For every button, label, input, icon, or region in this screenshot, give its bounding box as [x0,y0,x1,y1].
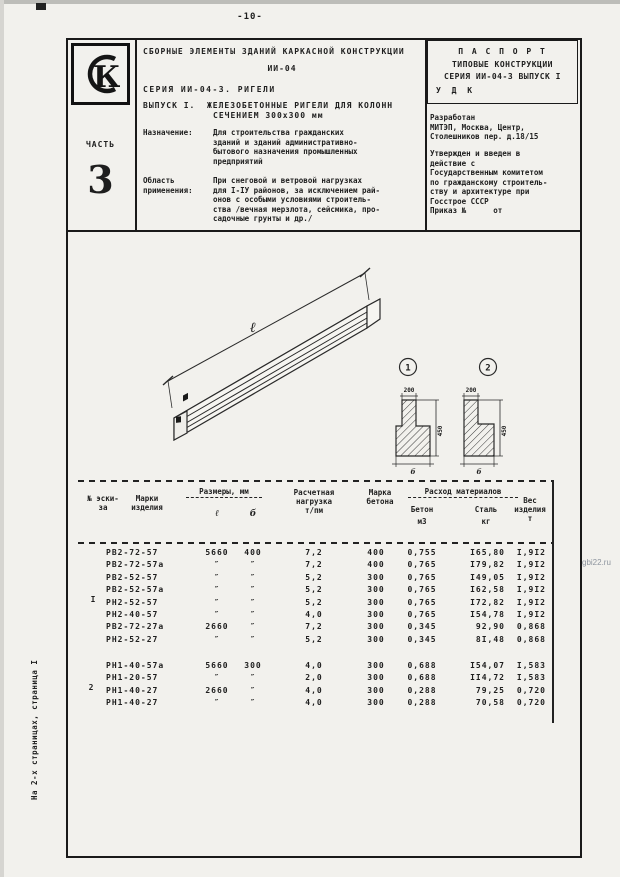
table-row [78,621,553,633]
scan-edge-top [0,0,620,4]
approval-line: Приказ № от [430,206,503,215]
cell-steel: 92,90 [475,622,505,632]
approval-line: Государственным комитетом [430,168,543,177]
col-header-materials: Расход материалов [408,487,518,498]
cell-load: 7,2 [305,548,323,557]
cell-mark: РВ2-72-57а [106,560,165,570]
cell-b: 400 [244,548,262,557]
table-rule-header [78,542,553,544]
cell-steel: I65,80 [470,548,505,557]
approval-line: действие с [430,158,476,168]
cell-steel: I54,78 [470,609,505,619]
cell-steel: 8I,48 [475,634,505,644]
cell-load: 7,2 [305,560,323,570]
table-row [78,547,553,559]
col-header-weight: Вес [523,496,537,505]
cell-steel: II4,72 [470,673,505,683]
col-header-steel: Сталь [474,505,498,514]
purpose-line: зданий и зданий административно- [213,137,358,147]
cell-weight: I,9I2 [516,572,546,582]
cell-load: 4,0 [305,661,323,670]
cell-mark: РВ2-72-27а [106,622,165,632]
cell-steel: I49,05 [470,572,505,582]
developer-line: Столешников пер. д.18/15 [430,132,539,141]
purpose-line: бытового назначения промышленных [213,147,358,156]
cell-mark: РН1-40-57а [106,661,165,670]
cell-grade: 300 [367,609,385,619]
cell-weight: I,9I2 [516,597,546,607]
col-header-mark: изделия [131,503,163,512]
table-row [78,672,553,684]
cell-weight: I,583 [516,673,546,683]
specification-table [78,478,555,728]
scan-edge-left [0,0,4,877]
cell-b: ″ [250,698,256,708]
cell-grade: 300 [367,597,385,607]
cell-b: ″ [250,609,256,619]
col-header-mark: Марки [135,494,159,503]
cell-mark: РН1-40-27 [106,698,159,708]
approval-block [430,149,547,216]
cell-concrete: 0,345 [407,622,437,632]
cell-b: ″ [250,597,256,607]
divider-left-column [135,38,137,230]
cell-concrete: 0,688 [407,661,437,670]
col-header-steel: кг [481,517,491,526]
cell-l: ″ [214,572,220,582]
col-header-grade: Марка [368,488,392,497]
table-row [78,634,553,646]
cell-grade: 300 [367,661,385,670]
cell-mark: РВ2-72-57 [106,548,159,557]
col-header-concrete: Бетон [410,505,434,514]
cell-concrete: 0,688 [407,673,437,683]
developer-line: МИТЭП, Москва, Центр, [430,122,525,132]
passport-title: П А С П О Р Т [458,47,547,56]
col-header-sizes: Размеры, мм [186,487,262,498]
approval-line: Утвержден и введен в [430,149,521,158]
section-2-height-dim: 450 [501,425,508,437]
cell-grade: 400 [367,548,385,557]
cell-l: ″ [214,698,220,708]
beam-length-label: ℓ [250,320,256,336]
cell-weight: I,9I2 [516,548,546,557]
cell-l: ″ [214,597,220,607]
col-header-concrete: м3 [417,517,427,526]
side-note: На 2-х страницах, страница I [30,659,39,800]
cell-mark: РН2-52-57 [106,597,159,607]
approval-line: по гражданскому строитель- [430,177,548,187]
group-position-label: 2 [88,683,94,692]
purpose-text [213,128,358,166]
cell-concrete: 0,288 [407,685,437,695]
section-2-profile [464,400,494,456]
section-2-top-dim: 200 [465,387,477,394]
scope-line: для I-IУ районов, за исключением рай- [213,185,381,195]
cell-mark: РВ2-52-57а [106,585,165,595]
cell-load: 5,2 [305,572,323,582]
cell-concrete: 0,765 [407,597,437,607]
section-1-bottom-dim: б [410,467,416,476]
cell-l: 2660 [205,685,229,695]
cell-mark: РН2-52-27 [106,634,159,644]
table-row [78,572,553,584]
passport-series: СЕРИЯ ИИ-04-3 ВЫПУСК I [444,72,561,81]
cell-weight: 0,720 [516,685,546,695]
cell-concrete: 0,755 [407,548,437,557]
scope-label-line1: Область [143,176,175,185]
table-group-1 [78,547,553,646]
section-2-bottom-dim: б [476,467,482,476]
page-number: -10- [237,12,263,22]
cell-steel: 70,58 [475,698,505,708]
cell-weight: 0,868 [516,622,546,632]
cell-mark: РН1-20-57 [106,673,159,683]
scan-artifact [36,3,46,10]
cell-load: 4,0 [305,609,323,619]
cell-b: ″ [250,622,256,632]
cell-l: ″ [214,634,220,644]
cell-b: ″ [250,560,256,570]
cell-steel: I54,07 [470,661,505,670]
cell-b: ″ [250,685,256,695]
beam-end-notch [183,393,188,402]
passport-subtitle: ТИПОВЫЕ КОНСТРУКЦИИ [451,59,553,69]
purpose-label: Назначение: [143,128,193,137]
cell-weight: I,9I2 [516,585,546,595]
cell-load: 7,2 [305,622,323,632]
cell-weight: I,583 [516,661,546,670]
cell-grade: 300 [367,673,385,683]
cell-b: ″ [250,634,256,644]
beam-end-notch [176,416,181,423]
col-header-weight: изделия [514,505,546,514]
cell-load: 5,2 [305,597,323,607]
passport-box [427,40,578,104]
table-row [78,597,553,609]
cell-load: 2,0 [305,673,323,683]
cell-l: ″ [214,673,220,683]
cell-concrete: 0,765 [407,585,437,595]
cell-steel: I62,58 [470,585,505,595]
cell-concrete: 0,765 [407,560,437,570]
table-row [78,609,553,621]
section-1-top-dim: 200 [403,387,415,394]
cell-l: 2660 [205,622,229,632]
approval-line: Госстрое СССР [430,196,489,206]
developer-block [430,113,538,142]
logo-letter: К [93,60,121,95]
cell-l: 5660 [205,661,229,670]
cell-load: 5,2 [305,634,323,644]
cell-concrete: 0,288 [407,698,437,708]
cell-b: 300 [244,661,262,670]
cell-grade: 300 [367,685,385,695]
cell-mark: РН2-40-57 [106,609,159,619]
table-row [78,584,553,596]
section-1-height-dim: 450 [437,425,444,437]
cell-b: ″ [250,585,256,595]
cell-l: 5660 [205,548,229,557]
section-1-number: 1 [405,363,411,374]
cell-weight: 0,868 [516,634,546,644]
scope-line: онов с особыми условиями строитель- [213,195,372,204]
cell-b: ″ [250,572,256,582]
col-header-grade: бетона [366,497,394,506]
cell-weight: I,9I2 [516,560,546,570]
col-header-position: № эски- [87,494,119,503]
table-group-2 [78,660,553,710]
doc-title-line2: ИИ-04 [267,64,297,73]
col-header-load: т/пм [304,506,324,515]
cell-concrete: 0,765 [407,609,437,619]
cell-load: 4,0 [305,698,323,708]
cell-concrete: 0,345 [407,634,437,644]
beam-drawing [90,250,560,480]
cell-grade: 300 [367,634,385,644]
table-rule-top [78,480,553,482]
section-1-profile [396,400,430,456]
cell-load: 5,2 [305,585,323,595]
cell-load: 4,0 [305,685,323,695]
cell-concrete: 0,765 [407,572,437,582]
cell-grade: 400 [367,560,385,570]
cell-steel: I72,82 [470,597,505,607]
col-header-width: б [249,509,257,519]
table-row [78,660,553,672]
divider-header-bottom [66,230,580,232]
cell-weight: I,9I2 [516,609,546,619]
cell-grade: 300 [367,572,385,582]
group-position-label: I [90,595,96,604]
table-row [78,685,553,697]
scope-text [213,176,380,224]
doc-title-line1: СБОРНЫЕ ЭЛЕМЕНТЫ ЗДАНИЙ КАРКАСНОЙ КОНСТРУКЦИИ [143,47,405,56]
scope-line: При снеговой и ветровой нагрузках [213,176,363,185]
cell-grade: 300 [367,622,385,632]
series-line: СЕРИЯ ИИ-04-3. РИГЕЛИ [143,85,276,94]
purpose-line: Для строительства гражданских [213,128,344,137]
part-number: 3 [87,157,114,202]
cell-weight: 0,720 [516,698,546,708]
scope-label-line2: применения: [143,185,193,195]
cell-steel: I79,82 [470,560,505,570]
part-label: ЧАСТЬ [85,140,116,149]
col-header-weight: т [527,514,533,523]
section-2-number: 2 [485,363,491,374]
cell-mark: РН1-40-27 [106,685,159,695]
col-header-position: за [98,503,108,512]
sk-monogram-icon [74,46,127,102]
table-row [78,559,553,571]
developer-line: Разработан [430,113,476,122]
cell-l: ″ [214,609,220,619]
cell-grade: 300 [367,585,385,595]
passport-udk: У Д К [436,85,476,95]
cell-l: ″ [214,560,220,570]
issue-line2: СЕЧЕНИЕМ 300х300 мм [213,110,324,120]
table-row [78,697,553,709]
issue-line1: ВЫПУСК I. ЖЕЛЕЗОБЕТОННЫЕ РИГЕЛИ ДЛЯ КОЛОНН [143,101,394,110]
col-header-length: ℓ [215,509,219,519]
scope-line: садочные грунты и др./ [213,214,313,223]
cell-l: ″ [214,585,220,595]
col-header-load: нагрузка [295,497,333,506]
purpose-line: предприятий [213,156,263,166]
watermark: gbi22.ru [582,558,611,567]
cell-b: ″ [250,673,256,683]
cell-grade: 300 [367,698,385,708]
cell-steel: 79,25 [475,685,505,695]
approval-line: ству и архитектуре при [430,187,530,196]
cell-mark: РВ2-52-57 [106,572,159,582]
logo-box [71,43,130,105]
col-header-load: Расчетная [293,488,335,497]
scope-line: ства /вечная мерзлота, сейсмика, про- [213,204,381,214]
